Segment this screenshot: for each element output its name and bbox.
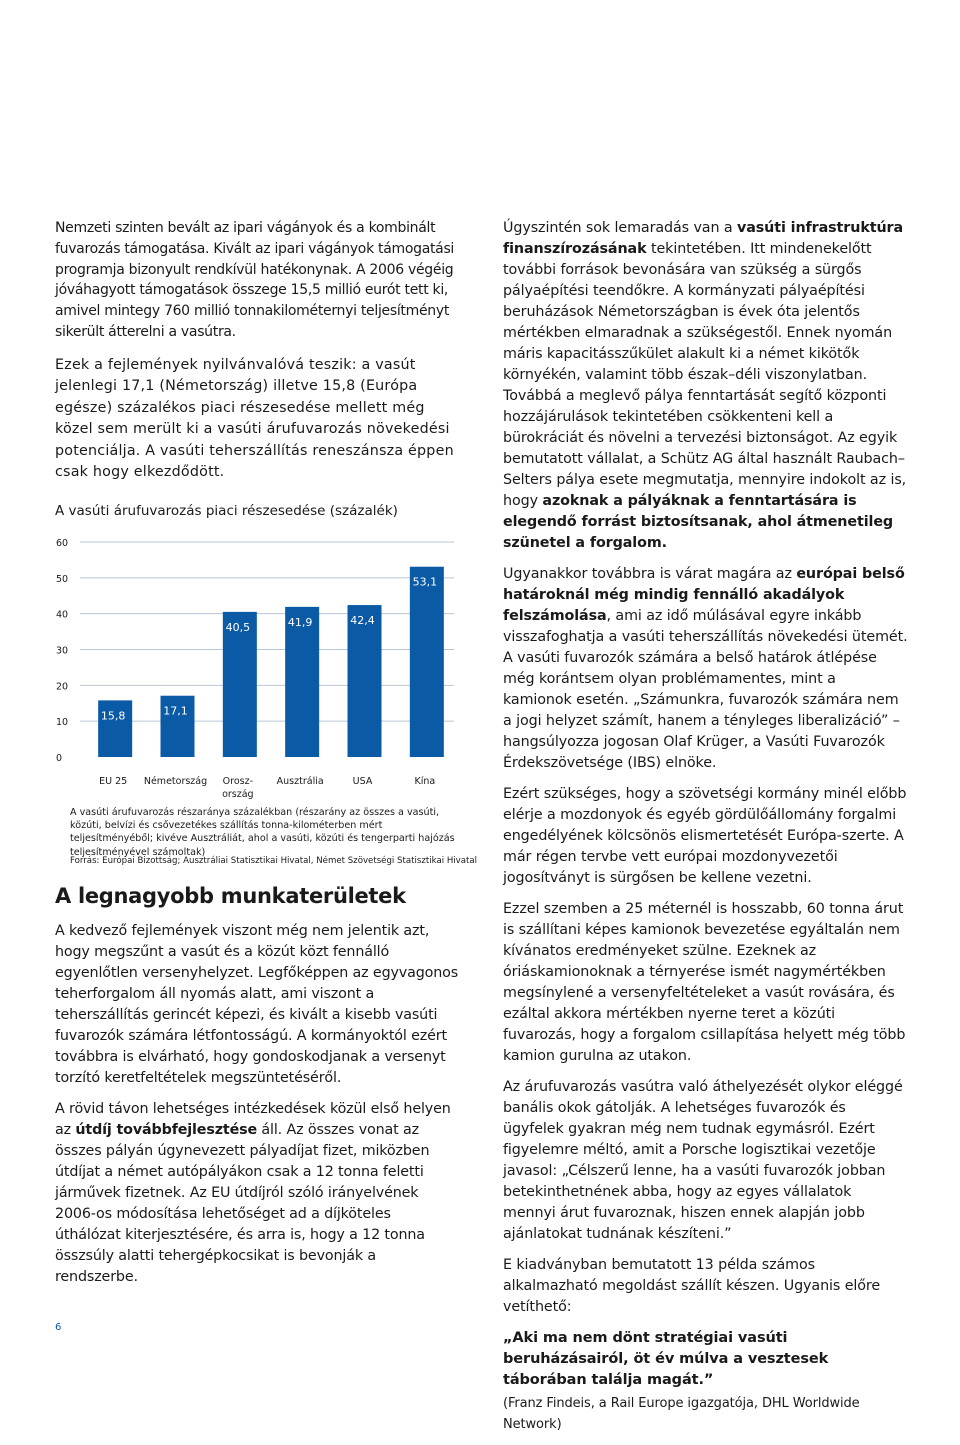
section-paragraph-2	[55, 1099, 460, 1288]
category-label: USA	[352, 776, 373, 787]
right-paragraph-2	[503, 564, 908, 774]
right-paragraph-6: E kiadványban bemutatott 13 példa számos alkalmazható megoldást szállít készen. Ugyanis előre vetíthető:	[503, 1257, 881, 1315]
intro-paragraph: Nemzeti szinten bevált az ipari vágányok és a kombinált fuvarozás támogatása. Kivált az ipari vágányok támogatási programja bizonyult rendkívül hatékonynak. A 2006 végéig jóváhagyott támogatások összege 15,5 millió eurót tett ki, amivel mintegy 760 millió tonnakilométernyi teljesítményt sikerült átterelni a vasútra.	[55, 220, 455, 340]
section-body	[55, 921, 460, 1298]
chart-svg	[52, 526, 462, 806]
text-run: A rövid távon lehetséges intézkedések közül első helyen az	[55, 1101, 451, 1138]
bar-value-label: 53,1	[412, 575, 438, 589]
text-run: , ami az idő múlásával egyre inkább visszafoghatja a vasúti teherszállítás növekedési ütemét. A vasúti fuvarozók számára a belső határok átlépése még korántsem olyan problémamentes, mint a kamionok esetén. „Számunkra, fuvarozók számára nem a jogi helyzet számít, hanem a tényleges liberalizáció” – hangsúlyozza jogosan Olaf Krüger, a Vasúti Fuvarozók Érdekszövetsége (IBS) elnöke.	[503, 608, 908, 771]
bar-value-label: 17,1	[163, 704, 188, 718]
category-label: Németország	[143, 776, 208, 787]
category-label: Ausztrália	[276, 776, 324, 787]
text-run: Ugyanakkor továbbra is várat magára az	[503, 566, 797, 582]
right-paragraph-4: Ezzel szemben a 25 méternél is hosszabb, 60 tonna árut is szállítani képes kamionok bevezetése egyáltalán nem kívánatos eredményeket szülne. Ezeknek az óriáskamionoknak a térnyerése ismét nagymértékben megsínylené a versenyfeltételeket a vasút rovására, és ezáltal akkora mértékben nyerne teret a közúti fuvarozás, hogy a forgalom csillapítása helyett még több kamion gurulna az utakon.	[503, 901, 906, 1064]
right-column	[503, 218, 908, 1445]
text-run: tekintetében. Itt mindenekelőtt további források bevonására van szükség a sürgős pályaépítési teendőkre. A kormányzati pályaépítési beruházások Németországban is évek óta jelentős mértékben elmaradnak a szükségestől. Ennek nyomán máris kapacitásszűkület alakult ki a német kikötők környékén, valamint több észak–déli viszonylatban. Továbbá a meglevő pálya fenntartását segítő központi hozzájárulások tekintetében csökkenteni kell a bürokráciát és növelni a tervezési biztonságot. Az egyik bemutatott vállalat, a Schütz AG által használt Raubach–Selters pálya esete megmutatja, mennyire indokolt az is, hogy	[503, 241, 907, 509]
bar-value-label: 41,9	[287, 615, 313, 629]
bar	[348, 605, 382, 757]
y-tick-label: 60	[56, 538, 69, 549]
bar-value-label: 42,4	[350, 614, 375, 628]
y-tick-label: 20	[56, 681, 69, 693]
market-share-chart	[52, 526, 462, 826]
bar-value-label: 40,5	[225, 620, 251, 634]
closing-quote: „Aki ma nem dönt stratégiai vasúti beruházásairól, öt év múlva a vesztesek táborában találja magát.”	[503, 1330, 829, 1388]
y-tick-label: 0	[56, 753, 63, 764]
chart-source: Forrás: Európai Bizottság; Ausztráliai Statisztikai Hivatal, Német Szövetségi Statisztikai Hivatal	[70, 856, 478, 866]
emphasis: útdíj továbbfejlesztése	[75, 1122, 258, 1138]
chart-title: A vasúti árufuvarozás piaci részesedése (százalék)	[55, 503, 398, 519]
chart-caption: A vasúti árufuvarozás részaránya százalékban (részarány az összes a vasúti, közúti, belvízi és csővezetékes szállítás tonna-kilométerben mért teljesítményéből; kivéve Ausztráliát, ahol a vasúti, közúti és tengerparti hajózás teljesítményével számoltak)	[70, 807, 455, 858]
right-paragraph-1	[503, 218, 908, 554]
bar	[410, 567, 444, 757]
text-run: áll. Az összes vonat az összes pályán úgynevezett pályadíjat fizet, miközben útdíjat a német autópályákon csak a 12 tonna feletti járművek fizetnek. Az EU útdíjról szóló irányelvének 2006-os módosítása lehetőséget ad a díjköteles úthálózat kiterjesztésére, és arra is, hogy a 12 tonna összsúly alatti tehergépkocsikat is bevonják a rendszerbe.	[55, 1122, 430, 1285]
category-label: EU 25	[99, 776, 128, 787]
market-share-paragraph: Ezek a fejlemények nyilvánvalóvá teszik: a vasút jelenlegi 17,1 (Németország) illetve 15,8 (Európa egésze) százalékos piaci részesedése mellett még közel sem merült ki a vasúti árufuvarozás növekedési potenciálja. A vasúti teherszállítás reneszánsza éppen csak hogy elkezdődött.	[55, 356, 454, 481]
section-heading: A legnagyobb munkaterületek	[55, 884, 406, 908]
category-label: ország	[222, 789, 254, 800]
bar	[285, 607, 319, 757]
y-tick-label: 10	[56, 717, 69, 729]
left-column	[55, 218, 460, 484]
right-paragraph-3: Ezért szükséges, hogy a szövetségi kormány minél előbb elérje a mozdonyok és egyéb gördülőállomány forgalmi engedélyének kölcsönös elismertetését Európa-szerte. A már régen tervbe vett európai mozdonyvezetői jogosítványt is sürgősen be kellene vezetni.	[503, 786, 907, 886]
emphasis: európai belső határoknál még mindig fennálló akadályok felszámolása	[503, 566, 905, 624]
text-run: Úgyszintén sok lemaradás van a	[503, 220, 737, 236]
right-paragraph-5: Az árufuvarozás vasútra való áthelyezését olykor eléggé banális okok gátolják. A lehetséges fuvarozók és ügyfelek gyakran még nem tudnak egymásról. Ezért figyelemre méltó, amit a Porsche logisztikai vezetője javasol: „Célszerű lenne, ha a vasúti fuvarozók jobban betekinthetnének abba, hogy az egyes vállalatok mennyi árut fuvaroznak, hiszen ennek alapján jobb ajánlatokat tudnának készíteni.”	[503, 1079, 903, 1242]
y-tick-label: 40	[56, 609, 69, 621]
y-tick-label: 50	[56, 573, 69, 585]
emphasis: vasúti infrastruktúra finanszírozásának	[503, 220, 904, 257]
quote-attribution: (Franz Findeis, a Rail Europe igazgatója, DHL Worldwide Network)	[503, 1396, 860, 1432]
category-label: Kína	[414, 776, 436, 787]
bar-value-label: 15,8	[100, 709, 126, 723]
section-paragraph-1: A kedvező fejlemények viszont még nem jelentik azt, hogy megszűnt a vasút és a közút közt fennálló egyenlőtlen versenyhelyzet. Legfőképpen az egyvagonos teherforgalom áll nyomás alatt, ami viszont a teherszállítás gerincét képezi, és kivált a kisebb vasúti fuvarozók számára létfontosságú. A kormányoktól ezért továbbra is elvárható, hogy gondoskodjanak a versenyt torzító keretfeltételek megszüntetéséről.	[55, 923, 459, 1086]
page-number: 6	[55, 1322, 62, 1333]
y-tick-label: 30	[56, 645, 69, 657]
category-label: Orosz-	[222, 776, 254, 787]
emphasis: azoknak a pályáknak a fenntartására is elegendő forrást biztosítsanak, ahol átmenetileg szünetel a forgalom.	[503, 493, 894, 551]
